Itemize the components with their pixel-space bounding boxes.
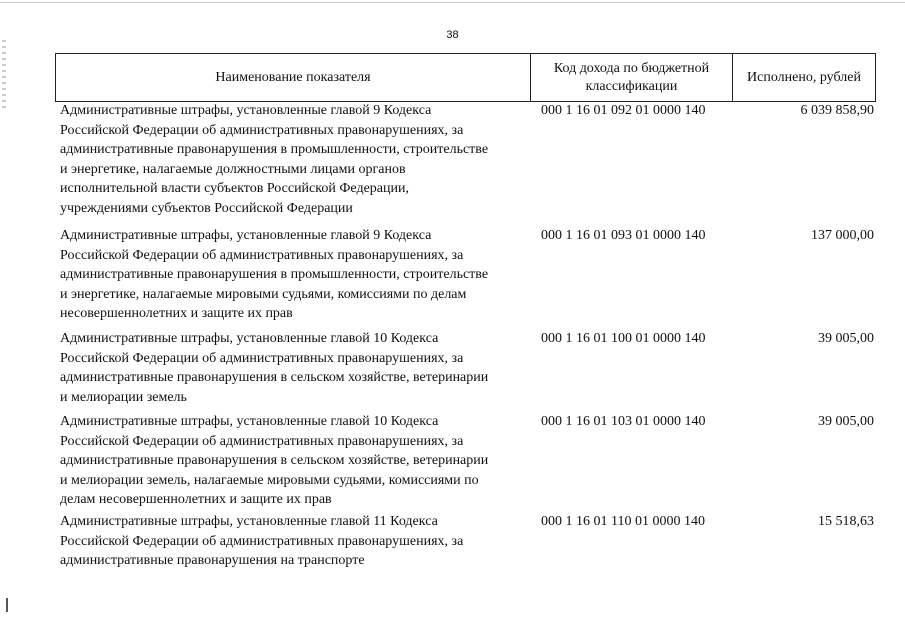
row-amount: 6 039 858,90	[800, 103, 874, 118]
row-code: 000 1 16 01 092 01 0000 140	[541, 103, 706, 118]
row-name-line: Российской Федерации об административных правонарушениях, за	[60, 433, 464, 449]
row-name-line: учреждениями субъектов Российской Федерации	[60, 200, 353, 216]
row-name-line: Российской Федерации об административных правонарушениях, за	[60, 122, 464, 138]
row-name-line: Административные штрафы, установленные главой 10 Кодекса	[60, 331, 439, 346]
row-code: 000 1 16 01 093 01 0000 140	[541, 228, 706, 243]
row-name-line: Административные штрафы, установленные главой 10 Кодекса	[60, 414, 439, 429]
row-amount: 15 518,63	[818, 514, 874, 529]
row-name	[55, 512, 529, 571]
table-row	[55, 329, 876, 407]
row-name-line: административные правонарушения в промышленности, строительстве	[60, 267, 489, 282]
row-name-line: административные правонарушения в сельском хозяйстве, ветеринарии	[60, 370, 489, 385]
row-code: 000 1 16 01 100 01 0000 140	[541, 331, 706, 346]
table-row	[55, 512, 876, 571]
row-name-line: административные правонарушения в сельском хозяйстве, ветеринарии	[60, 453, 489, 468]
row-name-line: административные правонарушения в промышленности, строительстве	[60, 142, 489, 157]
table-row	[55, 101, 876, 218]
header-code: Код дохода по бюджетной классификации	[531, 54, 733, 101]
table-row	[55, 226, 876, 324]
scan-margin-mark	[6, 598, 8, 612]
row-name-line: несовершеннолетних и защите их прав	[60, 306, 293, 321]
row-name-line: и энергетике, налагаемые должностными лицами органов	[60, 161, 406, 177]
header-amount: Исполнено, рублей	[747, 69, 861, 85]
row-name-line: Административные штрафы, установленные главой 9 Кодекса	[60, 228, 432, 243]
row-code: 000 1 16 01 110 01 0000 140	[541, 514, 705, 529]
scan-edge-line	[0, 2, 905, 3]
row-name	[55, 329, 529, 407]
header-name: Наименование показателя	[56, 54, 531, 101]
row-amount: 137 000,00	[811, 228, 874, 243]
row-name	[55, 412, 529, 510]
income-table	[55, 53, 876, 568]
row-name-line: Административные штрафы, установленные главой 9 Кодекса	[60, 103, 432, 118]
row-name-line: Российской Федерации об административных правонарушениях, за	[60, 247, 464, 263]
row-amount: 39 005,00	[818, 414, 874, 429]
row-amount: 39 005,00	[818, 331, 874, 346]
row-name-line: и мелиорации земель	[60, 389, 187, 405]
table-row	[55, 412, 876, 510]
row-name-line: Российской Федерации об административных правонарушениях, за	[60, 533, 464, 549]
table-header	[55, 53, 876, 102]
row-name	[55, 101, 529, 218]
row-name-line: административные правонарушения на транспорте	[60, 553, 365, 568]
row-name-line: делам несовершеннолетних и защите их прав	[60, 492, 332, 507]
row-name-line: Российской Федерации об административных правонарушениях, за	[60, 350, 464, 366]
row-name-line: исполнительной власти субъектов Российской Федерации,	[60, 181, 409, 196]
scan-edge-noise	[2, 40, 6, 110]
row-name-line: Административные штрафы, установленные главой 11 Кодекса	[60, 514, 438, 529]
row-name-line: и энергетике, налагаемые мировыми судьями, комиссиями по делам	[60, 286, 467, 302]
row-code: 000 1 16 01 103 01 0000 140	[541, 414, 706, 429]
page-number: 38	[446, 29, 459, 41]
row-name	[55, 226, 529, 324]
row-name-line: и мелиорации земель, налагаемые мировыми судьями, комиссиями по	[60, 472, 479, 488]
